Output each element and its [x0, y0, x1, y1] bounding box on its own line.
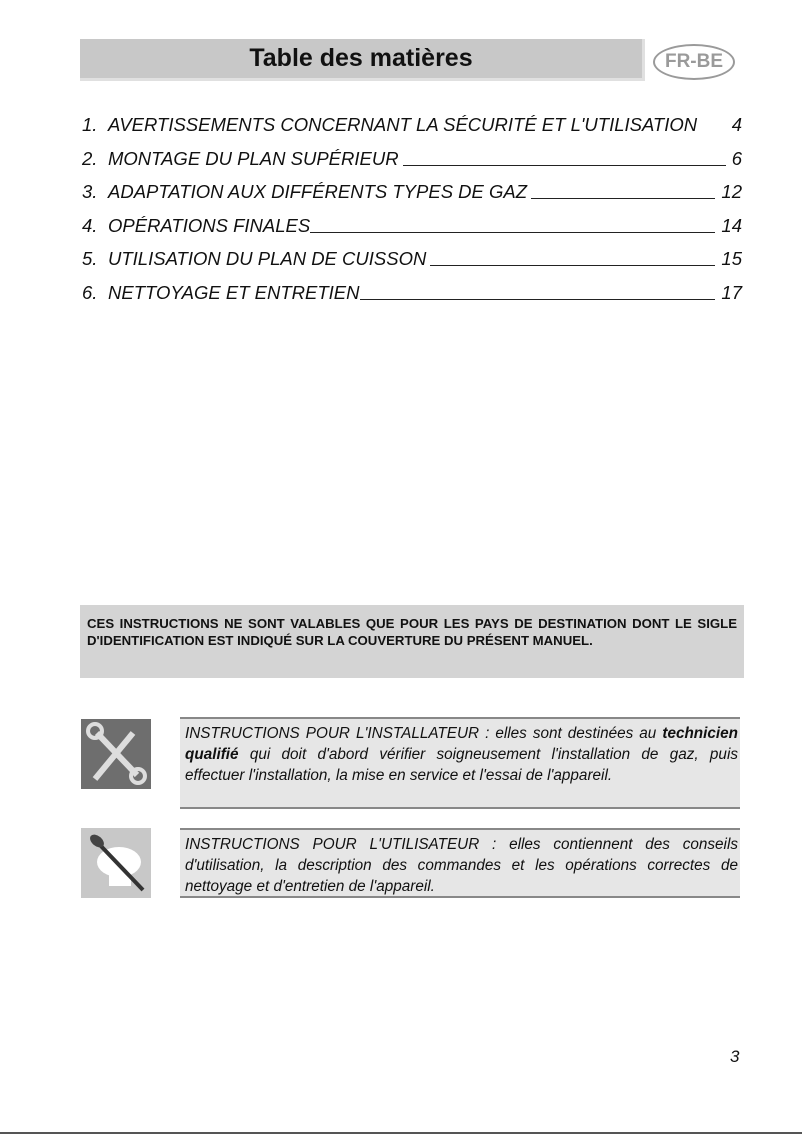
toc-number: 4. [82, 215, 98, 236]
toc-leader [403, 165, 726, 166]
wrench-screwdriver-icon [81, 719, 151, 789]
toc-title: MONTAGE DU PLAN SUPÉRIEUR [108, 148, 399, 169]
page-title: Table des matières [80, 39, 645, 81]
toc-number: 5. [82, 248, 98, 269]
toc-entry[interactable] [82, 280, 742, 304]
user-instructions: INSTRUCTIONS POUR L'UTILISATEUR : elles contiennent des conseils d'utilisation, la description des commandes et les opérations correctes de nettoyage et d'entretien de l'appareil. [180, 828, 740, 898]
toc-leader [310, 232, 715, 233]
toc-title: NETTOYAGE ET ENTRETIEN [108, 282, 360, 303]
toc-title: UTILISATION DU PLAN DE CUISSON [108, 248, 427, 269]
toc-entry[interactable] [82, 246, 742, 270]
installer-bold-text: technicien qualifié [185, 725, 738, 763]
toc-leader [430, 265, 715, 266]
toc-title: ADAPTATION AUX DIFFÉRENTS TYPES DE GAZ [108, 181, 528, 202]
toc-page: 12 [721, 181, 742, 202]
spoon-chef-hat-icon [81, 828, 151, 898]
page-bottom-divider [0, 1132, 802, 1134]
toc-title: OPÉRATIONS FINALES [108, 215, 311, 236]
toc-leader [360, 299, 716, 300]
toc-number: 1. [82, 114, 98, 135]
toc-number: 2. [82, 148, 98, 169]
language-badge: FR-BE [653, 44, 735, 80]
installer-text: INSTRUCTIONS POUR L'INSTALLATEUR : elles sont destinées au [185, 725, 663, 742]
toc-title: AVERTISSEMENTS CONCERNANT LA SÉCURITÉ ET L'UTILISATION [108, 114, 698, 135]
toc-number: 6. [82, 282, 98, 303]
toc-entry[interactable] [82, 112, 742, 136]
toc-entry[interactable] [82, 146, 742, 170]
toc-leader [531, 198, 715, 199]
toc-page: 4 [731, 114, 742, 135]
toc-page: 6 [731, 148, 742, 169]
toc-number: 3. [82, 181, 98, 202]
toc-page: 17 [721, 282, 742, 303]
installer-text-rest: qui doit d'abord vérifier soigneusement l'installation de gaz, puis effectuer l'installation, la mise en service et l'essai de l'appareil. [185, 746, 738, 784]
toc-page: 14 [721, 215, 742, 236]
installer-instructions [180, 717, 740, 809]
toc-page: 15 [721, 248, 742, 269]
toc-entry[interactable] [82, 179, 742, 203]
destination-notice: CES INSTRUCTIONS NE SONT VALABLES QUE POUR LES PAYS DE DESTINATION DONT LE SIGLE D'IDENTIFICATION EST INDIQUÉ SUR LA COUVERTURE DU PRÉSENT MANUEL. [80, 605, 744, 678]
toc-entry[interactable] [82, 213, 742, 237]
page-number: 3 [730, 1047, 740, 1066]
